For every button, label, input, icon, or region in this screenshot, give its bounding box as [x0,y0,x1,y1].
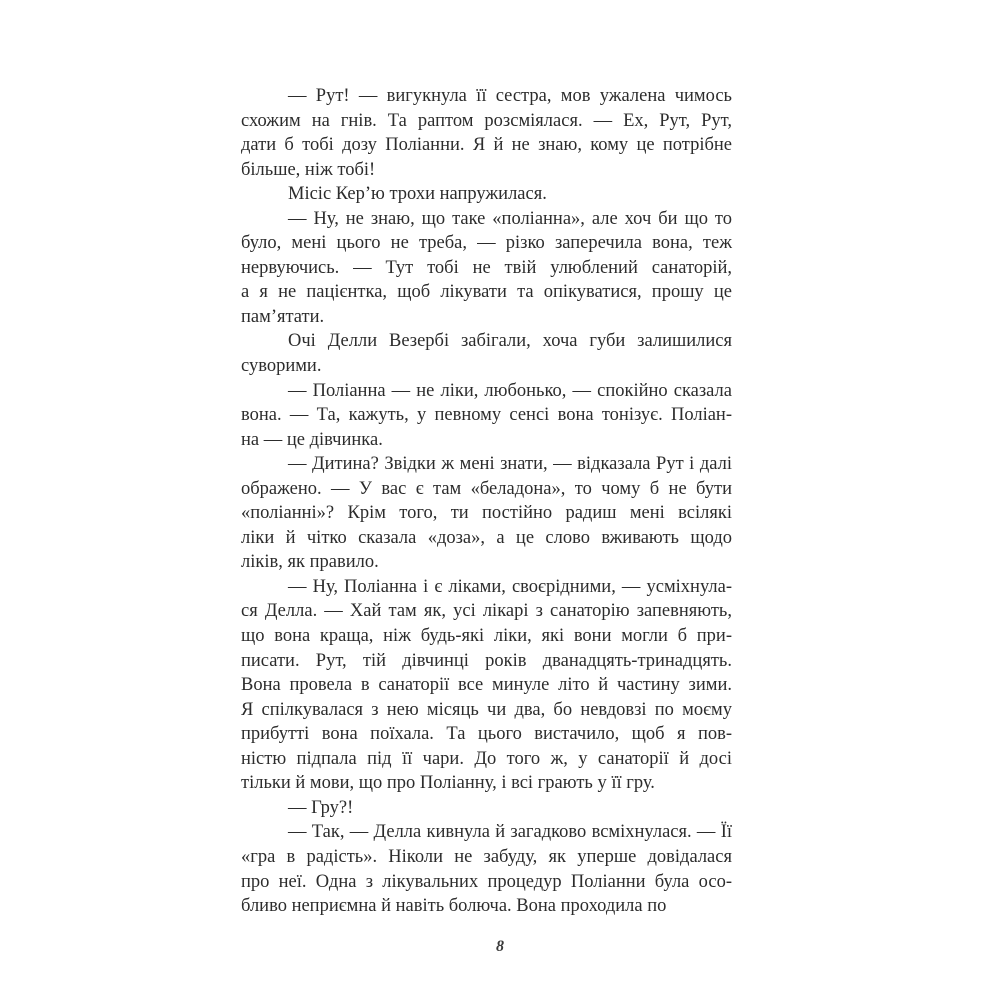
paragraph [241,820,732,918]
text-line: — Дитина? Звідки ж мені знати, — відказала Рут і далі [288,454,732,475]
paragraph [241,84,732,182]
text-line: про неї. Одна з лікувальних процедур Поліанни була осо- [241,871,732,892]
text-line: «поліанні»? Крім того, ти постійно радиш мені всілякі [241,503,732,524]
text-line: ліки й чітко сказала «доза», а це слово вживають щодо [241,527,732,548]
text-line: було, мені цього не треба, — різко заперечила вона, теж [241,233,732,254]
body-text [241,84,732,919]
paragraph [241,452,732,575]
text-line: ся Делла. — Хай там як, усі лікарі з санаторію запевняють, [241,601,732,622]
text-line: — Ну, Поліанна і є ліками, своєрідними, — усміхнула- [288,576,732,597]
text-line: Вона провела в санаторії все минуле літо й частину зими. [241,675,732,696]
text-line: Місіс Кер’ю трохи напружилася. [288,184,547,205]
page-number: 8 [496,938,504,955]
text-line: а я не пацієнтка, щоб лікувати та опікуватися, прошу це [241,282,732,303]
text-line: Очі Делли Везербі забігали, хоча губи залишилися [288,331,732,352]
text-line: пам’ятати. [241,306,325,327]
text-line: писати. Рут, тій дівчинці років дванадцять-тринадцять. [241,650,732,671]
paragraph [241,207,732,330]
paragraph [241,796,732,821]
text-line: нервуючись. — Тут тобі не твій улюблений санаторій, [241,257,732,278]
paragraph [241,182,732,207]
text-line: — Поліанна — не ліки, любонько, — спокійно сказала [288,380,732,401]
text-line: ображено. — У вас є там «беладона», то чому б не бути [241,478,732,499]
text-line: Я спілкувалася з нею місяць чи два, бо невдовзі по моєму [241,699,732,720]
text-line: більше, ніж тобі! [241,159,376,180]
text-line: прибутті вона поїхала. Та цього вистачило, щоб я пов- [241,724,732,745]
paragraph [241,575,732,796]
text-line: дати б тобі дозу Поліанни. Я й не знаю, кому це потрібне [241,135,732,156]
text-line: що вона краща, ніж будь-які ліки, які вони могли б при- [241,626,732,647]
text-line: — Ну, не знаю, що таке «поліанна», але хоч би що то [288,208,732,229]
text-line: тільки й мови, що про Поліанну, і всі грають у її гру. [241,773,655,794]
text-line: «гра в радість». Ніколи не забуду, як уперше довідалася [241,846,732,867]
paragraph [241,329,732,378]
text-line: — Так, — Делла кивнула й загадково всміхнулася. — Її [288,822,732,843]
text-line: бливо неприємна й навіть болюча. Вона проходила по [241,896,667,917]
paragraph [241,379,732,453]
text-line: — Рут! — вигукнула її сестра, мов ужалена чимось [288,86,732,106]
text-line: вона. — Та, кажуть, у певному сенсі вона тонізує. Поліан- [241,405,732,426]
text-line: ліків, як правило. [241,552,379,573]
text-line: ністю підпала під її чари. До того ж, у санаторії й досі [241,748,732,769]
text-line: на — це дівчинка. [241,429,383,450]
text-line: схожим на гнів. Та раптом розсміялася. — Ех, Рут, Рут, [241,110,732,131]
text-line: суворими. [241,356,322,377]
text-line: — Гру?! [288,797,354,818]
